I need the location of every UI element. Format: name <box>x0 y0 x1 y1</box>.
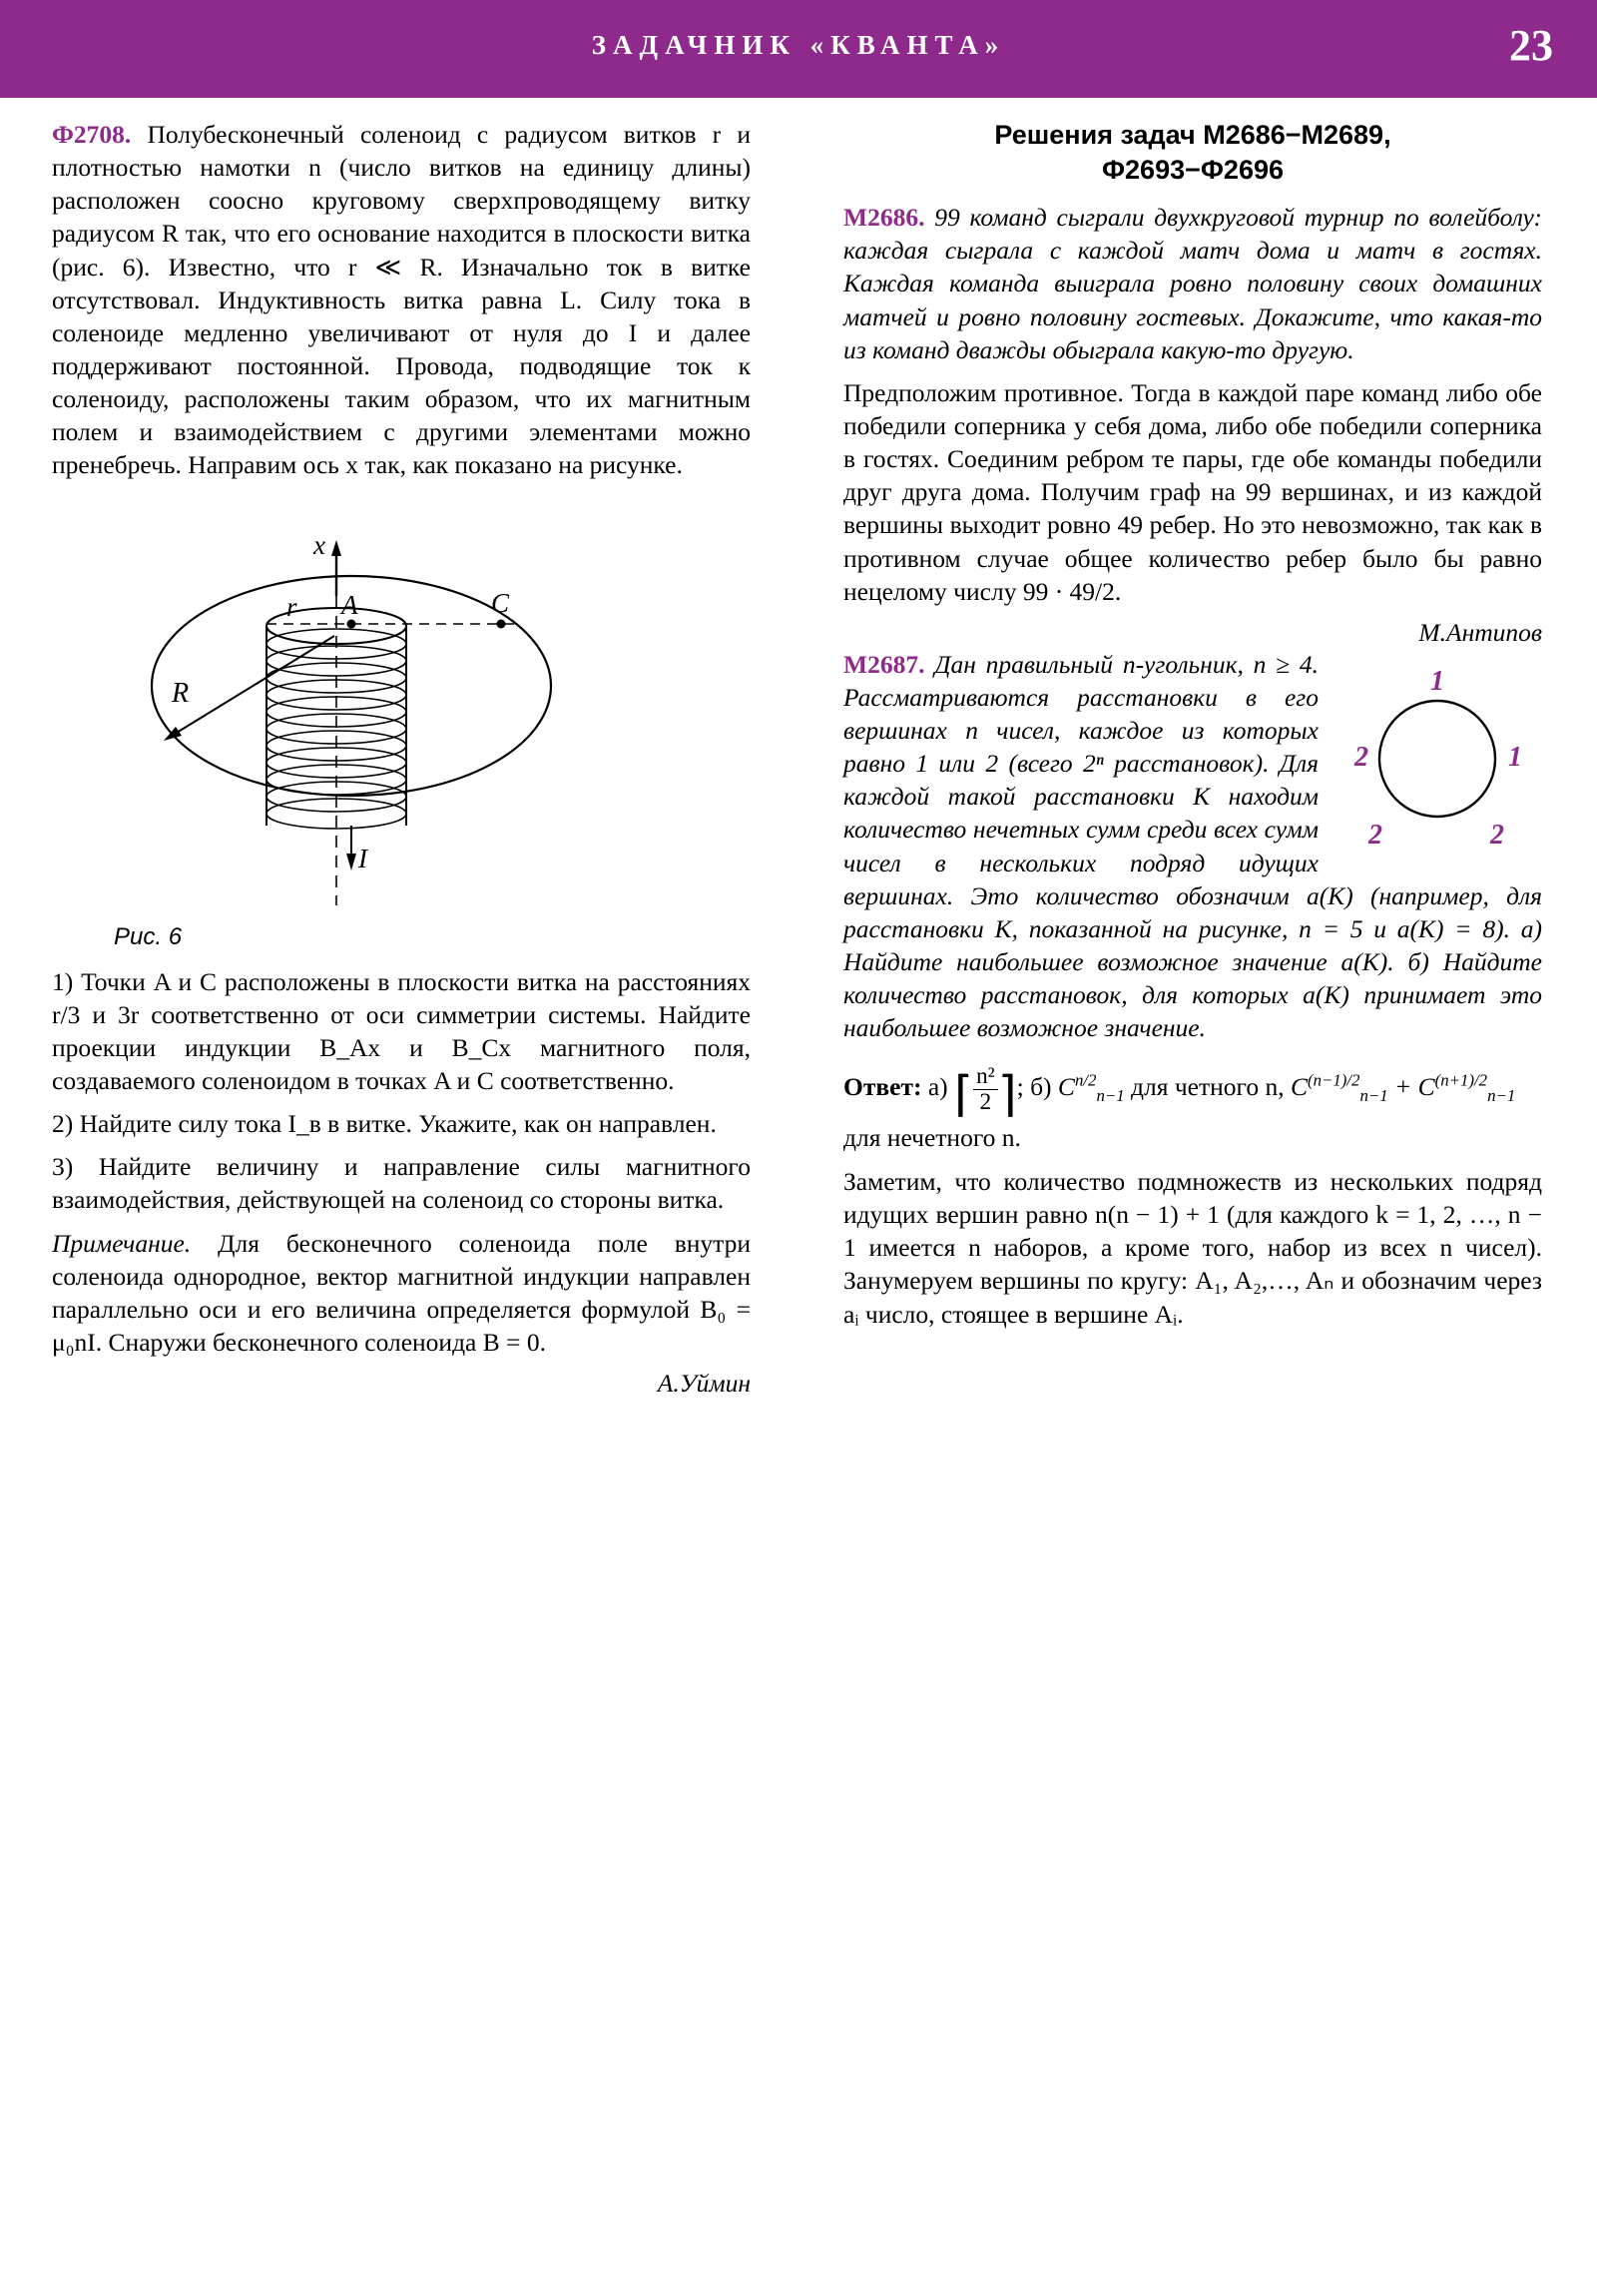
answer-even-text: для четного n, <box>1131 1072 1285 1102</box>
m2686-statement-text: 99 команд сыграли двухкруговой турнир по волейболу: каждая сыграла с каждой матч дома и матч в гостях. Каждая команда выиграла ровно половину своих домашних матчей и ровно половину гостевых. Докажите, что какая-то из команд дважды обыграла какую-то другую. <box>843 203 1542 364</box>
svg-text:2: 2 <box>1490 819 1504 851</box>
right-column <box>843 118 1542 1331</box>
svg-text:r: r <box>286 591 297 622</box>
m2686-signature: М.Антипов <box>1418 617 1542 647</box>
problem-item-1: 1) Точки A и C расположены в плоскости витка на расстояниях r/3 и 3r соответственно от оси симметрии системы. Найдите проекции индукции B_Ax и B_Cx магнитного поля, создаваемого соленоидом в точках A и C соответственно. <box>52 966 751 1095</box>
svg-text:C: C <box>491 587 510 618</box>
problem-tag: Ф2708. <box>52 120 132 149</box>
svg-text:I: I <box>358 843 367 873</box>
answer-part-a: а) <box>927 1072 948 1102</box>
problem-note <box>52 1227 751 1360</box>
figure-6-caption: Рис. 6 <box>114 922 183 950</box>
answer-fraction-denominator: 2 <box>979 1089 992 1116</box>
svg-text:A: A <box>341 589 358 620</box>
bracket-open-icon: ⌈ <box>954 1068 973 1122</box>
answer-odd-text: для нечетного n. <box>843 1122 1021 1152</box>
answer-fraction <box>973 1064 998 1114</box>
svg-text:1: 1 <box>1430 665 1444 697</box>
answer-binomial-odd: $C^{(n-1)/2}_{n-1} + C^{(n+1)/2}_{n-1}$ <box>1290 1070 1516 1106</box>
problem-item-2: 2) Найдите силу тока I_в в витке. Укажите, как он направлен. <box>52 1109 717 1139</box>
m2686-solution: Предположим противное. Тогда в каждой паре команд либо обе победили соперника у себя дома, либо обе победили соперника в гостях. Соединим ребром те пары, где обе команды победили друг друга дома. Получим граф на 99 вершинах, и из каждой вершины выходит ровно 49 ребер. Но это невозможно, так как в противном случае общее количество ребер было бы равно нецелому числу 99 · 49/2. <box>843 377 1542 606</box>
m2687-answer: Ответ: а) ⌈ $\frac{\text{n²}}{2}$ ⌉; б) $C^{n/2}_{n-1}$ для четного n, $C^{(n-1)/2}_{n-1} + C^{(n+1)/2}_{n-1}$ для нечетного n. <box>843 1063 1516 1152</box>
solutions-title-line-1: Решения задач М2686−М2689, <box>994 120 1391 150</box>
m2686-tag: М2686. <box>843 203 925 233</box>
page-header <box>0 0 1597 98</box>
answer-fraction-numerator: n² <box>973 1064 998 1090</box>
svg-text:R: R <box>172 677 190 709</box>
m2687-statement <box>843 648 1542 1045</box>
bracket-close-icon: ⌉ <box>997 1068 1017 1122</box>
answer-part-b: б) <box>1030 1072 1052 1102</box>
svg-text:1: 1 <box>1508 741 1522 773</box>
header-title: ЗАДАЧНИК «КВАНТА» <box>591 30 1006 60</box>
binom-symbol: C <box>1057 1072 1075 1102</box>
m2686-statement <box>843 201 1542 366</box>
solutions-section-title <box>843 118 1542 187</box>
problem-item-3: 3) Найдите величину и направление силы магнитного взаимодействия, действующей на соленоид со стороны витка. <box>52 1152 751 1215</box>
note-label: Примечание. <box>52 1228 192 1258</box>
problem-f2708 <box>52 118 751 482</box>
answer-label: Ответ: <box>843 1072 922 1102</box>
page-number: 23 <box>1509 21 1553 70</box>
m2687-solution: Заметим, что количество подмножеств из нескольких подряд идущих вершин равно n(n − 1) + 1 (для каждого k = 1, 2, …, n − 1 имеется n наборов, а кроме того, набор из всех n чисел). Занумеруем вершины по кругу: A₁, A₂,…, Aₙ и обозначим через aᵢ число, стоящее в вершине Aᵢ. <box>843 1166 1542 1329</box>
answer-binomial-even: $C^{n/2}_{n-1}$ <box>1057 1070 1125 1106</box>
m2687-tag: М2687. <box>843 649 925 679</box>
solutions-title-line-2: Ф2693−Ф2696 <box>1102 154 1284 185</box>
figure-6-drawing <box>52 496 751 915</box>
figure-6 <box>52 496 751 915</box>
problem-text: Полубесконечный соленоид с радиусом витков r и плотностью намотки n (число витков на единицу длины) расположен соосно круговому сверхпроводящему витку радиусом R так, что его основание находится в плоскости витка (рис. 6). Известно, что r ≪ R. Изначально ток в витке отсутствовал. Индуктивность витка равна L. Силу тока в соленоиде медленно увеличивают от нуля до I и далее поддерживают постоянной. Провода, подводящие ток к соленоиду, расположены таким образом, что их магнитным полем и взаимодействием с другими элементами можно пренебречь. Направим ось x так, как показано на рисунке. <box>52 120 751 480</box>
figure-pentagon <box>1332 654 1542 854</box>
figure-pentagon-drawing <box>1332 654 1542 854</box>
svg-text:2: 2 <box>1368 819 1382 851</box>
left-column <box>52 118 751 1399</box>
svg-text:2: 2 <box>1354 741 1368 773</box>
left-signature: А.Уймин <box>657 1369 751 1399</box>
svg-text:x: x <box>313 529 325 560</box>
m2687-statement-text: Дан правильный n-угольник, n ≥ 4. Рассматриваются расстановки в его вершинах n чисел, каждое из которых равно 1 или 2 (всего 2ⁿ расстановок). Для каждой такой расстановки K находим количество нечетных сумм среди всех сумм чисел в нескольких подряд идущих вершинах. Это количество обозначим a(K) (например, для расстановки K, показанной на рисунке, n = 5 и a(K) = 8). а) Найдите наибольшее возможное значение a(K). б) Найдите количество расстановок, для которых a(K) принимает это наибольшее возможное значение. <box>843 649 1542 1043</box>
note-text: Для бесконечного соленоида поле внутри соленоида однородное, вектор магнитной индукции направлен параллельно оси и его величина определяется формулой B₀ = μ₀nI. Снаружи бесконечного соленоида B = 0. <box>52 1228 752 1357</box>
